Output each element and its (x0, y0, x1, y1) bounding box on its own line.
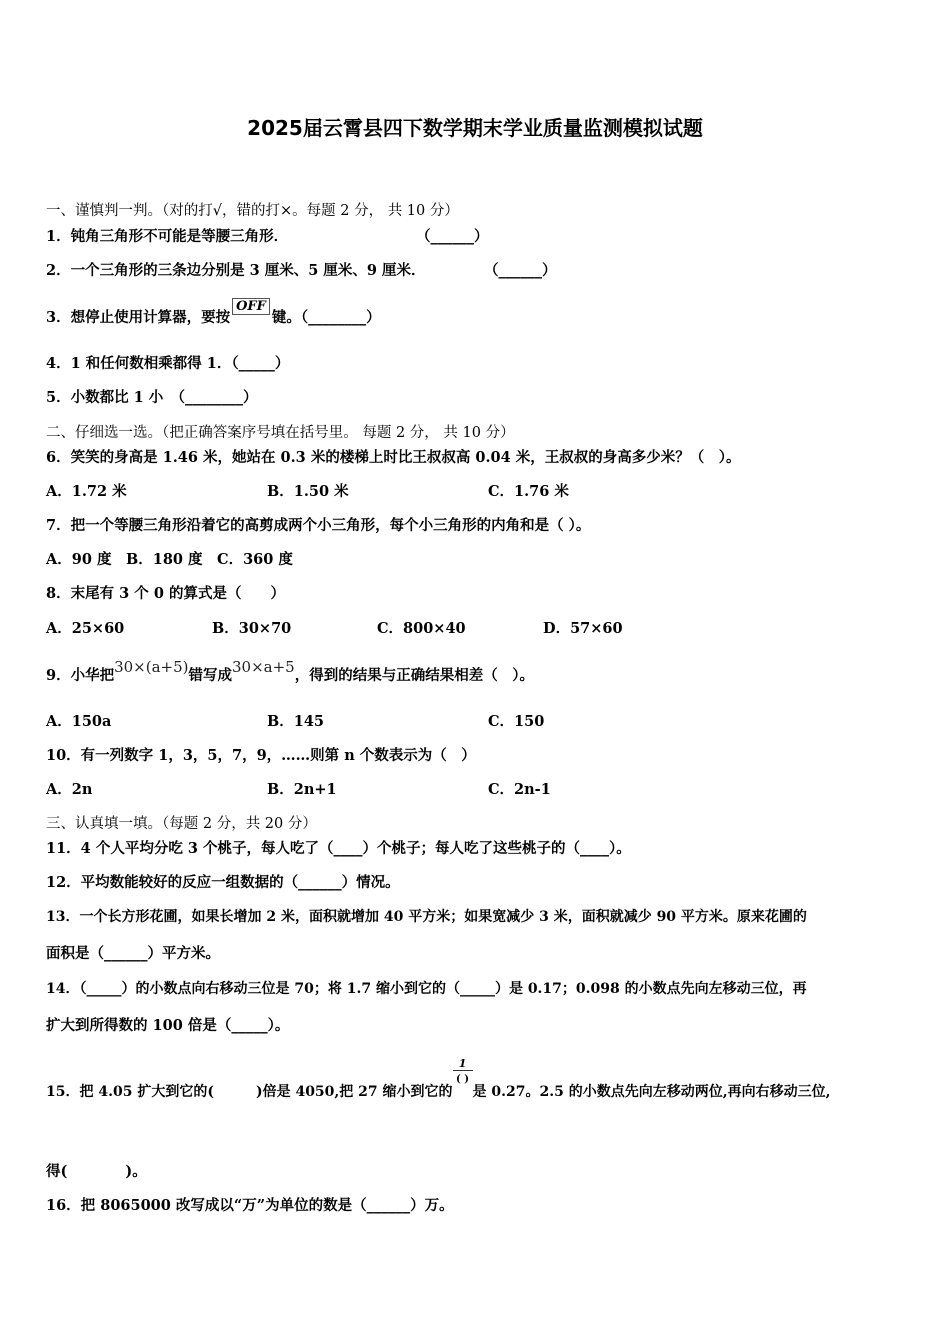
question-7: 7．把一个等腰三角形沿着它的高剪成两个小三角形，每个小三角形的内角和是（ ）。 (46, 517, 591, 534)
question-10-option-b: B．2n+1 (267, 781, 337, 798)
question-8-option-c: C．800×40 (377, 620, 466, 637)
question-2 (46, 261, 557, 281)
question-8-option-d: D．57×60 (543, 620, 623, 637)
question-9-expression-correct: 30×(a+5) (114, 658, 189, 676)
question-6-option-b: B．1.50 米 (267, 483, 349, 500)
question-8-option-b: B．30×70 (212, 620, 292, 637)
fraction-numerator: 1 (458, 1057, 467, 1070)
question-15-text-end: 是 0.27。2.5 的小数点先向左移动两位,再向右移动三位, (472, 1084, 831, 1100)
section-1-heading: 一、谨慎判一判。（对的打√，错的打×。每题 2 分， 共 10 分） (46, 203, 459, 219)
fraction-denominator: ( ) (456, 1074, 469, 1085)
question-6-option-c: C．1.76 米 (488, 483, 569, 500)
question-14-line-1: 14．（_____）的小数点向右移动三位是 70；将 1.7 缩小到它的（_____）是 0.17；0.098 的小数点先向左移动三位，再 (46, 981, 807, 997)
question-4: 4．1 和任何数相乘都得 1．（_____） (46, 355, 290, 372)
section-2-heading: 二、仔细选一选。（把正确答案序号填在括号里。 每题 2 分， 共 10 分） (46, 425, 515, 441)
question-6: 6．笑笑的身高是 1.46 米，她站在 0.3 米的楼梯上时比王叔叔高 0.04 米，王叔叔的身高多少米？（ ）。 (46, 449, 741, 466)
question-15-line-1 (46, 1057, 831, 1102)
question-9-option-b: B．145 (267, 713, 325, 730)
question-9-text-mid: 错写成 (188, 667, 233, 684)
question-13-line-1: 13．一个长方形花圃，如果长增加 2 米，面积就增加 40 平方米；如果宽减少 3 米，面积就减少 90 平方米。原来花圃的 (46, 909, 807, 925)
question-9-option-a: A．150a (46, 713, 112, 730)
question-12: 12．平均数能较好的反应一组数据的（______）情况。 (46, 874, 400, 891)
question-1 (46, 227, 489, 247)
question-8-option-a: A．25×60 (46, 620, 125, 637)
question-3 (46, 299, 381, 328)
question-10-option-a: A．2n (46, 781, 93, 798)
question-9-option-c: C．150 (488, 713, 545, 730)
question-7-options: A．90 度 B．180 度 C．360 度 (46, 551, 293, 568)
question-2-blank: （______） (484, 262, 557, 279)
question-10-option-c: C．2n-1 (488, 781, 551, 798)
question-9 (46, 658, 534, 686)
section-3-heading: 三、认真填一填。（每题 2 分，共 20 分） (46, 816, 317, 832)
page-title: 2025届云霄县四下数学期末学业质量监测模拟试题 (247, 116, 703, 140)
question-15-line-2: 得( )。 (46, 1163, 147, 1180)
question-9-expression-wrong: 30×a+5 (232, 658, 295, 676)
question-11: 11．4 个人平均分吃 3 个桃子，每人吃了（____）个桃子；每人吃了这些桃子的（____）。 (46, 840, 631, 857)
question-3-text: 3．想停止使用计算器，要按 (46, 309, 231, 326)
question-16: 16．把 8065000 改写成以“万”为单位的数是（______）万。 (46, 1197, 454, 1214)
question-1-blank: （______） (416, 228, 489, 245)
question-9-text: 9．小华把 (46, 667, 115, 684)
question-10: 10．有一列数字 1，3，5，7，9，……则第 n 个数表示为（ ） (46, 747, 476, 764)
question-15-text: 15．把 4.05 扩大到它的( )倍是 4050,把 27 缩小到它的 (46, 1084, 453, 1100)
question-6-option-a: A．1.72 米 (46, 483, 127, 500)
question-3-text-end: 键。（________） (271, 309, 381, 326)
fraction-icon (453, 1057, 473, 1102)
question-8: 8．末尾有 3 个 0 的算式是（ ） (46, 585, 285, 602)
question-9-text-end: ，得到的结果与正确结果相差（ ）。 (294, 667, 534, 684)
question-13-line-2: 面积是（______）平方米。 (46, 945, 220, 962)
question-5: 5．小数都比 1 小 （________） (46, 389, 258, 406)
question-2-text-main: 2．一个三角形的三条边分别是 3 厘米、5 厘米、9 厘米． (46, 262, 426, 279)
question-1-text: 1．钝角三角形不可能是等腰三角形． (46, 228, 289, 245)
question-14-line-2: 扩大到所得数的 100 倍是（_____）。 (46, 1017, 290, 1034)
off-key-icon: OFF (232, 298, 270, 315)
